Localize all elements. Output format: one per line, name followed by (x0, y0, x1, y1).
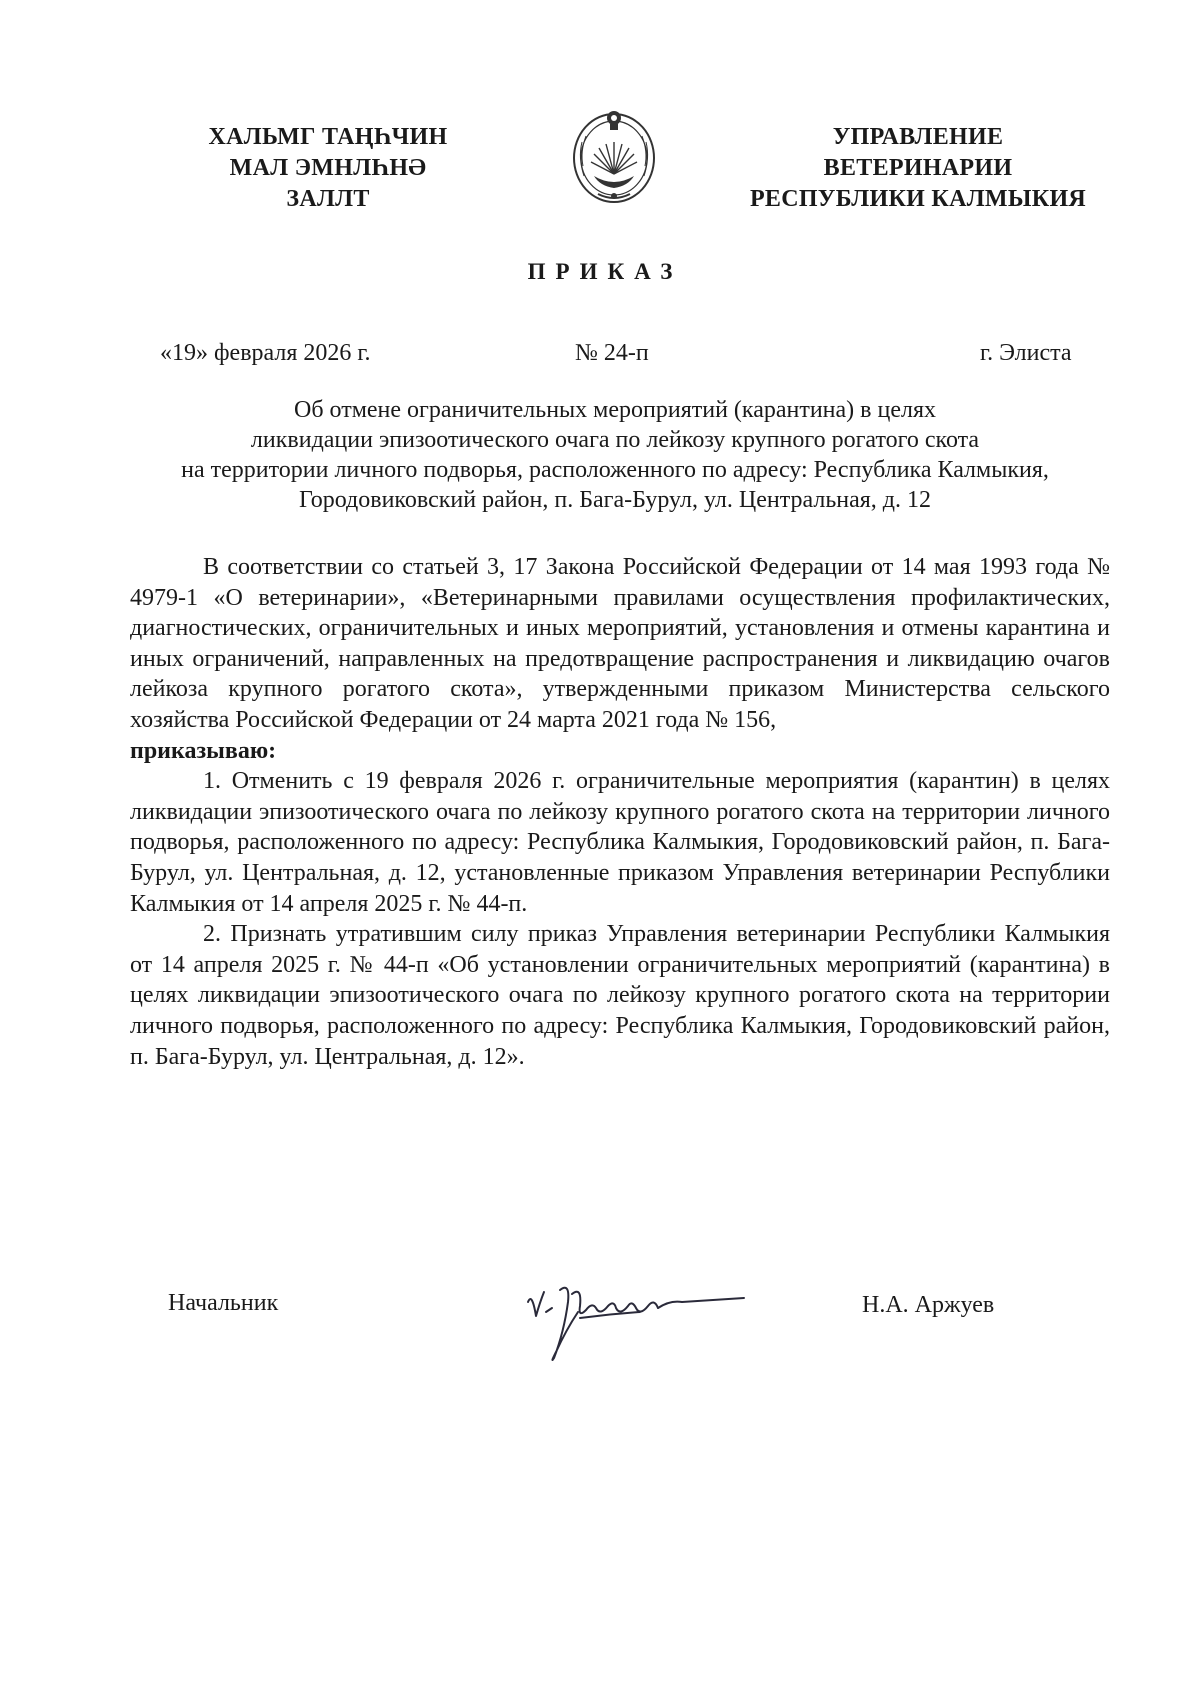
signatory-position: Начальник (168, 1290, 279, 1316)
kalmykia-coat-of-arms-icon (568, 102, 660, 208)
subject-line: на территории личного подворья, расположенного по адресу: Республика Калмыкия, (181, 457, 1049, 483)
handwritten-signature (520, 1272, 750, 1367)
subject-line: Об отмене ограничительных мероприятий (карантина) в целях (293, 397, 937, 423)
document-type-title: ПРИКАЗ (527, 259, 683, 284)
subject-line: Городовиковский район, п. Бага-Бурул, ул. Центральная, д. 12 (298, 487, 932, 513)
order-word-paragraph (130, 736, 1110, 767)
header-left-line: ХАЛЬМГ ТАҢҺЧИН (208, 124, 448, 150)
order-subject (120, 395, 1110, 515)
order-word: приказываю: (130, 737, 277, 764)
header-right-line: ВЕТЕРИНАРИИ (823, 155, 1013, 181)
order-city: г. Элиста (980, 340, 1072, 366)
signatory-name: Н.А. Аржуев (862, 1292, 995, 1318)
header-kalmyk-title (188, 122, 468, 215)
preamble-text: В соответствии со статьей 3, 17 Закона Российской Федерации от 14 мая 1993 года № 4979-1 «О ветеринарии», «Ветеринарными правилами осуществления профилактических, диагностических, ограничительных и иных мероприятий, установления и отмены карантина и иных ограничений, направленных на предотвращение распространения и ликвидацию очагов лейкоза крупного рогатого скота», утвержденными приказом Министерства сельского хозяйства Российской Федерации от 24 марта 2021 года № 156, (130, 554, 1110, 733)
header-left-line: ЗАЛЛТ (286, 186, 370, 212)
header-left-line: МАЛ ЭМНЛҺНӘ (229, 155, 427, 181)
order-number: № 24-п (575, 340, 649, 366)
order-date: «19» февраля 2026 г. (160, 340, 371, 366)
header-right-line: РЕСПУБЛИКИ КАЛМЫКИЯ (749, 186, 1087, 212)
preamble-paragraph (130, 552, 1110, 736)
header-russian-title (728, 122, 1108, 215)
order-body (130, 552, 1110, 1072)
order-item: 1. Отменить с 19 февраля 2026 г. ограничительные мероприятия (карантин) в целях ликвидации эпизоотического очага по лейкозу крупного рогатого скота на территории личного подворья, расположенного по адресу: Республика Калмыкия, Городовиковский район, п. Бага-Бурул, ул. Центральная, д. 12, установленные приказом Управления ветеринарии Республики Калмыкия от 14 апреля 2025 г. № 44-п. (130, 768, 1110, 917)
order-item: 2. Признать утратившим силу приказ Управления ветеринарии Республики Калмыкия от 14 апреля 2025 г. № 44-п «Об установлении ограничительных мероприятий (карантина) в целях ликвидации эпизоотического очага по лейкозу крупного рогатого скота на территории личного подворья, расположенного по адресу: Республика Калмыкия, Городовиковский район, п. Бага-Бурул, ул. Центральная, д. 12». (130, 921, 1110, 1070)
subject-line: ликвидации эпизоотического очага по лейкозу крупного рогатого скота (250, 427, 980, 453)
header-right-line: УПРАВЛЕНИЕ (832, 124, 1004, 150)
